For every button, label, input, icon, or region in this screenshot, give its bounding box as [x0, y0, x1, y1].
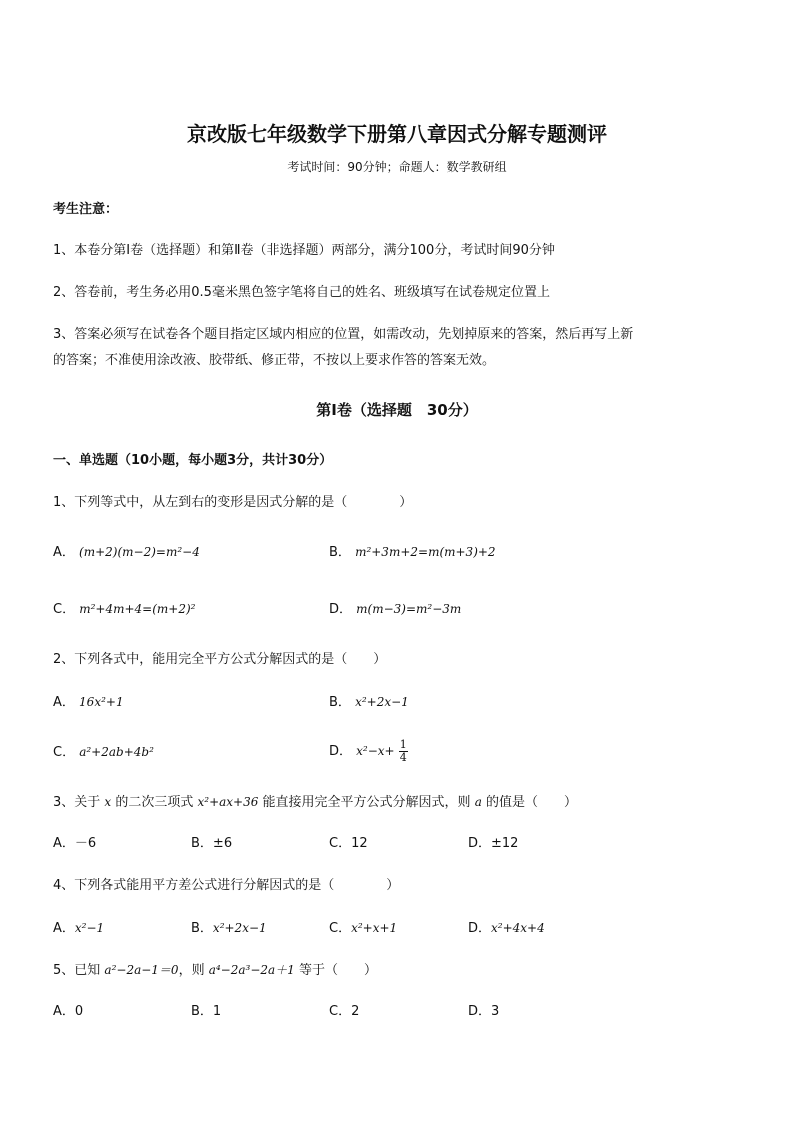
option-label: D．: [329, 602, 353, 617]
stem-math: a²−2a−1＝0: [104, 963, 179, 977]
notice-heading: 考生注意：: [53, 202, 119, 217]
q4-option-c: [329, 919, 397, 938]
fraction-denominator: 4: [399, 751, 407, 764]
option-label: C．: [329, 1004, 352, 1019]
fraction: [399, 739, 408, 764]
q3-option-d: [468, 835, 518, 853]
option-expr: m²+4m+4=(m+2)²: [79, 602, 196, 616]
option-label: A．: [53, 836, 75, 851]
question-2-stem: 2、下列各式中，能用完全平方公式分解因式的是（ ）: [53, 652, 387, 667]
option-label: D．: [468, 836, 492, 851]
q5-option-b: [191, 1003, 221, 1021]
option-label: B．: [329, 695, 351, 710]
option-expr: (m+2)(m−2)=m²−4: [79, 545, 200, 559]
q3-option-a: [53, 835, 96, 853]
option-label: C．: [329, 921, 352, 936]
question-5-stem: [53, 961, 377, 980]
option-expr: a²+2ab+4b²: [79, 745, 154, 759]
option-expr: m²+3m+2=m(m+3)+2: [355, 545, 496, 559]
option-expr: x²+2x−1: [212, 921, 267, 935]
question-1-stem: 1、下列等式中，从左到右的变形是因式分解的是（ ）: [53, 495, 413, 510]
stem-math: a: [474, 795, 482, 809]
option-label: C．: [329, 836, 352, 851]
option-expr: x²+2x−1: [355, 695, 409, 709]
option-expr: m(m−3)=m²−3m: [356, 602, 462, 616]
option-label: D．: [468, 1004, 492, 1019]
page-title: 京改版七年级数学下册第八章因式分解专题测评: [187, 122, 607, 146]
q1-option-d: [329, 600, 461, 619]
option-label: B．: [191, 921, 213, 936]
q3-option-b: [191, 835, 232, 853]
q4-option-a: [53, 919, 104, 938]
option-label: B．: [329, 545, 351, 560]
option-expr: x²+4x+4: [491, 921, 545, 935]
notice-item-2: 2、答卷前，考生务必用0.5毫米黑色签字笔将自己的姓名、班级填写在试卷规定位置上: [53, 285, 550, 300]
option-label: D．: [329, 744, 353, 759]
option-label: B．: [191, 836, 213, 851]
option-label: B．: [191, 1004, 213, 1019]
option-expr: 0: [74, 1004, 84, 1019]
q1-option-c: [53, 600, 195, 619]
option-label: C．: [53, 602, 76, 617]
notice-item-1: 1、本卷分第Ⅰ卷（选择题）和第Ⅱ卷（非选择题）两部分，满分100分，考试时间90分钟: [53, 243, 555, 258]
part-title: 一、单选题（10小题，每小题3分，共计30分）: [53, 453, 333, 468]
q1-option-a: [53, 543, 200, 562]
q5-option-d: [468, 1003, 499, 1021]
q3-option-c: [329, 835, 368, 853]
option-expr: ±6: [212, 836, 233, 851]
stem-text: 3、关于: [53, 795, 101, 810]
q2-option-b: [329, 693, 409, 712]
option-expr: 2: [351, 1004, 360, 1019]
option-label: D．: [468, 921, 492, 936]
exam-info: 考试时间：90分钟；命题人：数学教研组: [287, 160, 507, 174]
notice-item-3: 3、答案必须写在试卷各个题目指定区域内相应的位置，如需改动，先划掉原来的答案，然后再写上新: [53, 327, 634, 342]
stem-math: a⁴−2a³−2a＋1: [208, 963, 295, 977]
option-label: A．: [53, 695, 75, 710]
section-title: 第Ⅰ卷（选择题 30分）: [316, 401, 478, 419]
q4-option-b: [191, 919, 267, 938]
stem-math: x: [104, 795, 112, 809]
q5-option-c: [329, 1003, 359, 1021]
q2-option-c: [53, 743, 154, 762]
stem-math: x²+ax+36: [197, 795, 259, 809]
option-expr: ±12: [491, 836, 519, 851]
q2-option-a: [53, 693, 124, 712]
option-expr: 12: [351, 836, 368, 851]
stem-text: 能直接用完全平方公式分解因式，则: [262, 795, 471, 810]
stem-text: 的值是（ ）: [485, 795, 577, 810]
option-expr: x²−1: [74, 921, 105, 935]
option-label: A．: [53, 545, 75, 560]
stem-text: 等于（ ）: [298, 963, 377, 978]
option-expr: x²+x+1: [351, 921, 398, 935]
stem-text: 5、已知: [53, 963, 101, 978]
option-expr: 1: [212, 1004, 222, 1019]
option-expr: x²−x+: [356, 744, 395, 758]
q2-option-d: [329, 736, 408, 767]
fraction-numerator: 1: [399, 738, 407, 751]
stem-text: ，则: [178, 963, 205, 978]
option-label: A．: [53, 1004, 75, 1019]
q5-option-a: [53, 1003, 83, 1021]
option-label: C．: [53, 745, 76, 760]
question-3-stem: [53, 793, 577, 812]
q1-option-b: [329, 543, 496, 562]
option-expr: －6: [74, 836, 97, 851]
option-expr: 16x²+1: [79, 695, 124, 709]
question-4-stem: 4、下列各式能用平方差公式进行分解因式的是（ ）: [53, 878, 400, 893]
option-expr: 3: [491, 1004, 500, 1019]
q4-option-d: [468, 919, 545, 938]
notice-item-3-cont: 的答案；不准使用涂改液、胶带纸、修正带，不按以上要求作答的答案无效。: [53, 353, 496, 368]
stem-text: 的二次三项式: [115, 795, 194, 810]
option-label: A．: [53, 921, 75, 936]
